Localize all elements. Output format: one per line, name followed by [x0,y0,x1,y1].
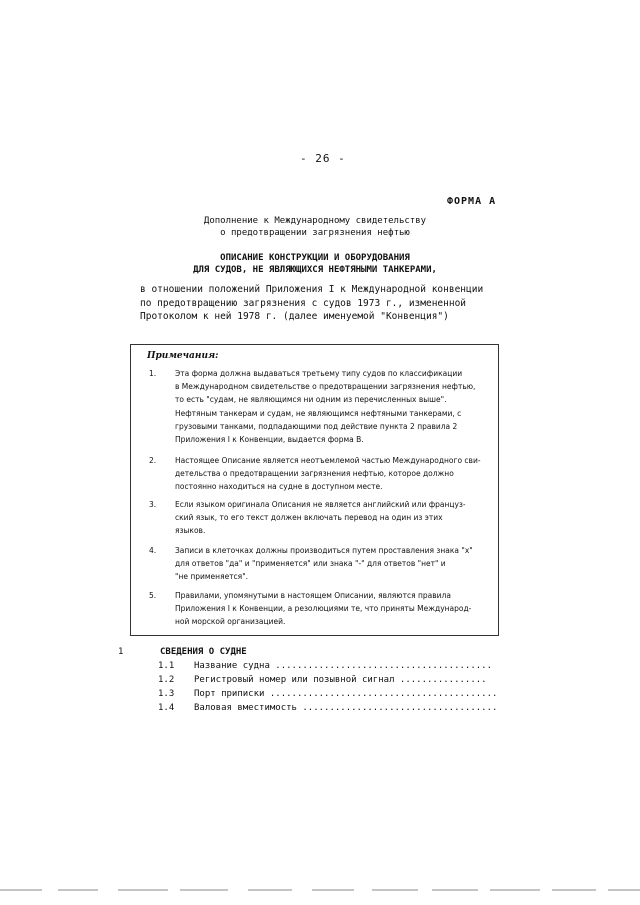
item-number: 1.3 [158,689,175,699]
note-line: Записи в клеточках должны производиться путем проставления знака "x" [175,546,473,555]
item-label: Валовая вместимость .................................... [194,703,498,713]
item-label: Порт приписки .......................................... [194,689,498,699]
note-number: 4. [149,546,157,555]
heading-line: ОПИСАНИЕ КОНСТРУКЦИИ И ОБОРУДОВАНИЯ [220,253,410,263]
title-line: о предотвращении загрязнения нефтью [220,228,410,238]
notes-title: Примечания: [147,351,219,361]
item-number: 1.2 [158,675,175,685]
item-number: 1.4 [158,703,175,713]
port-of-registry-field[interactable] [158,689,508,699]
document-heading [150,252,480,276]
note-line: Приложения I к Конвенции, выдается форма B. [175,435,364,445]
note-line: Приложения I к Конвенции, а резолюциями те, что приняты Международ- [175,604,472,614]
note-line: то есть "судам, не являющимся ни одним из перечисленных выше". [175,395,447,405]
note-line: детельства о предотвращении загрязнения нефтью, которое должно [175,469,454,479]
intro-line: Протоколом к ней 1978 г. (далее именуемой "Конвенция") [140,311,449,322]
item-number: 1.1 [158,661,175,671]
note-line: "не применяется". [175,572,249,582]
note-line: Эта форма должна выдаваться третьему типу судов по классификации [175,369,463,378]
intro-line: по предотвращению загрязнения с судов 1973 г., измененной [140,297,467,309]
gross-tonnage-field[interactable] [158,703,508,713]
note-number: 5. [149,591,157,600]
note-item [143,544,493,584]
note-line: постоянно находиться на судне в доступном месте. [175,482,383,492]
section-title: СВЕДЕНИЯ О СУДНЕ [160,647,247,657]
intro-text [140,283,512,324]
section-number: 1 [118,647,124,657]
document-title [150,215,480,239]
note-line: Нефтяным танкерам и судам, не являющимся нефтяными танкерами, с [175,408,462,418]
scan-artifact-lines [0,888,640,892]
note-line: ский язык, то его текст должен включать перевод на один из этих [175,513,443,523]
note-number: 2. [149,456,157,465]
note-number: 3. [149,500,157,509]
item-label: Название судна ........................................ [194,661,493,671]
note-line: в Международном свидетельстве о предотвращении загрязнения нефтью, [175,382,476,392]
note-line: ной морской организацией. [175,617,286,627]
ship-name-field[interactable] [158,661,508,671]
form-label: ФОРМА А [447,196,497,207]
note-line: Настоящее Описание является неотъемлемой частью Международного сви- [175,456,481,465]
registry-number-field[interactable] [158,675,508,685]
note-number: 1. [149,369,157,378]
note-item [143,498,493,538]
item-label: Регистровый номер или позывной сигнал ................ [194,675,487,685]
note-line: Если языком оригинала Описания не является английский или француз- [175,500,466,509]
notes-box [130,344,499,636]
note-line: для ответов "да" и "применяется" или знака "-" для ответов "нет" и [175,559,446,569]
heading-line: ДЛЯ СУДОВ, НЕ ЯВЛЯЮЩИХСЯ НЕФТЯНЫМИ ТАНКЕРАМИ, [193,265,437,275]
note-line: грузовыми танками, подпадающими под действие пункта 2 правила 2 [175,421,458,431]
note-line: Правилами, упомянутыми в настоящем Описании, являются правила [175,591,451,600]
note-item [143,454,493,494]
note-item [143,589,493,629]
note-line: языков. [175,526,206,536]
page-number: - 26 - [300,152,346,165]
note-item [143,367,493,446]
intro-line: в отношении положений Приложения I к Международной конвенции [140,284,484,295]
title-line: Дополнение к Международному свидетельству [203,216,427,226]
